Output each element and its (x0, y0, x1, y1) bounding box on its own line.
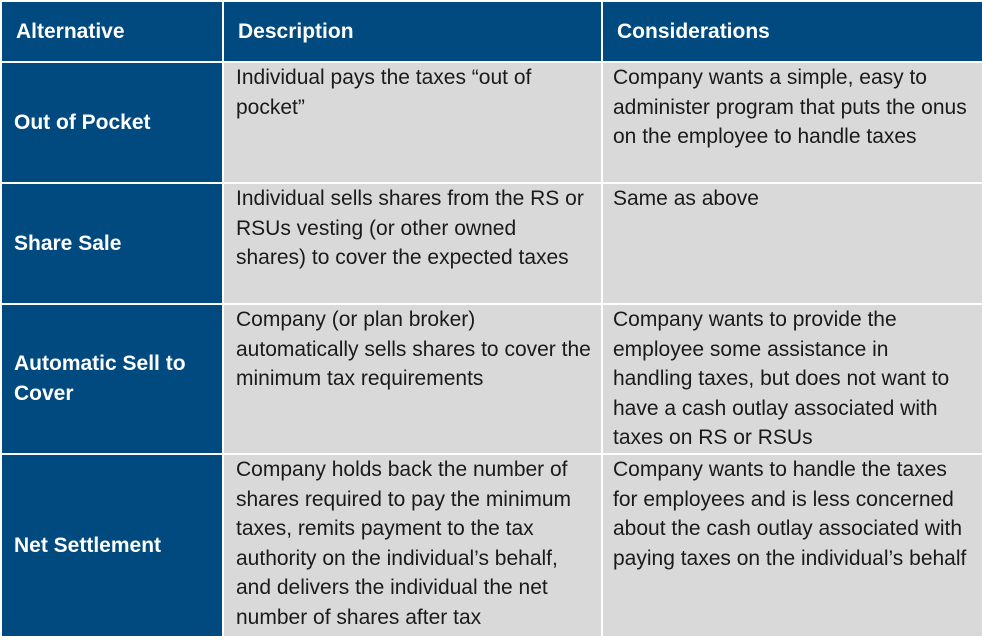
row-label-automatic-sell-to-cover: Automatic Sell to Cover (2, 305, 222, 453)
row-description-out-of-pocket: Individual pays the taxes “out of pocket” (224, 63, 601, 182)
row-label-share-sale: Share Sale (2, 184, 222, 303)
row-description-net-settlement: Company holds back the number of shares required to pay the minimum taxes, remits payment to the tax authority on the individual’s behalf, and delivers the individual the net number of shares after tax (224, 455, 601, 636)
row-considerations-share-sale: Same as above (603, 184, 982, 303)
row-considerations-out-of-pocket: Company wants a simple, easy to administer program that puts the onus on the employee to handle taxes (603, 63, 982, 182)
row-considerations-automatic-sell-to-cover: Company wants to provide the employee some assistance in handling taxes, but does not want to have a cash outlay associated with taxes on RS or RSUs (603, 305, 982, 453)
row-description-automatic-sell-to-cover: Company (or plan broker) automatically sells shares to cover the minimum tax requirements (224, 305, 601, 453)
header-alternative: Alternative (2, 2, 222, 61)
row-considerations-net-settlement: Company wants to handle the taxes for employees and is less concerned about the cash outlay associated with paying taxes on the individual’s behalf (603, 455, 982, 636)
row-description-share-sale: Individual sells shares from the RS or RSUs vesting (or other owned shares) to cover the expected taxes (224, 184, 601, 303)
alternatives-table (2, 2, 978, 632)
row-label-out-of-pocket: Out of Pocket (2, 63, 222, 182)
row-label-net-settlement: Net Settlement (2, 455, 222, 636)
header-description: Description (224, 2, 601, 61)
header-considerations: Considerations (603, 2, 982, 61)
